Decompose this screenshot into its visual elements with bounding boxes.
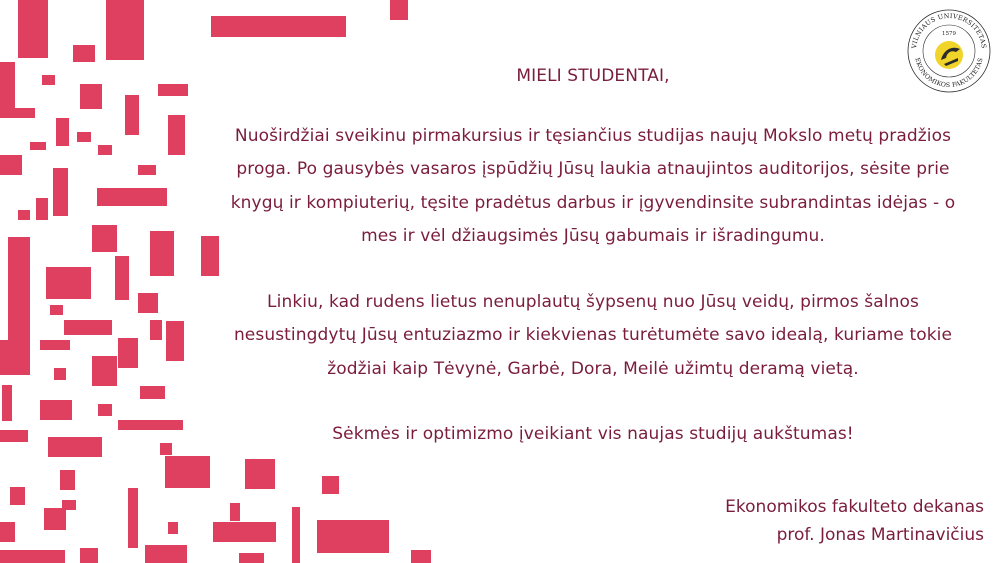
- deco-rect: [92, 225, 117, 252]
- deco-rect: [0, 62, 15, 110]
- deco-rect: [77, 132, 91, 142]
- signature-name: prof. Jonas Martinavičius: [776, 525, 984, 545]
- deco-rect: [44, 508, 66, 530]
- deco-rect: [150, 231, 174, 276]
- deco-rect: [165, 456, 210, 488]
- deco-rect: [239, 553, 264, 563]
- deco-rect: [201, 236, 219, 276]
- deco-rect: [97, 188, 167, 206]
- logo-ring-bottom: EKONOMIKOS FAKULTETAS: [913, 57, 985, 90]
- salutation: MIELI STUDENTAI,: [516, 66, 670, 86]
- deco-rect: [106, 0, 144, 60]
- deco-rect: [56, 118, 69, 146]
- deco-rect: [18, 0, 48, 58]
- deco-rect: [211, 16, 346, 37]
- deco-rect: [125, 95, 139, 135]
- deco-rect: [36, 198, 48, 220]
- signature-block: [725, 493, 984, 549]
- deco-rect: [30, 142, 46, 150]
- deco-rect: [60, 470, 75, 490]
- deco-rect: [118, 420, 183, 430]
- deco-rect: [160, 443, 172, 455]
- deco-rect: [0, 155, 22, 175]
- deco-rect: [2, 385, 12, 421]
- deco-rect: [150, 320, 162, 340]
- deco-rect: [42, 75, 55, 85]
- deco-rect: [158, 84, 188, 96]
- deco-rect: [0, 108, 35, 118]
- deco-rect: [8, 237, 30, 341]
- logo-ring-top: VILNIAUS UNIVERSITETAS: [910, 11, 988, 50]
- deco-rect: [53, 168, 68, 216]
- deco-rect: [118, 338, 138, 368]
- letter-body: [222, 60, 964, 484]
- deco-rect: [390, 0, 408, 20]
- deco-rect: [166, 321, 184, 361]
- deco-rect: [145, 545, 187, 563]
- deco-rect: [140, 386, 165, 399]
- letter-paragraph: Linkiu, kad rudens lietus nenuplautų šypsenų nuo Jūsų veidų, pirmos šalnos nesustingdytų Jūsų entuziazmo ir kiekvienas turėtumėte savo idealą, kuriame tokie žodžiai kaip Tėvynė, Garbė, Dora, Meilė užimtų deramą vietą.: [233, 291, 953, 379]
- deco-rect: [98, 404, 112, 416]
- deco-rect: [18, 210, 30, 220]
- deco-rect: [168, 115, 185, 155]
- deco-rect: [46, 267, 91, 299]
- letter-paragraph: Sėkmės ir optimizmo įveikiant vis naujas studijų aukštumas!: [332, 424, 854, 444]
- deco-rect: [138, 165, 156, 175]
- deco-rect: [80, 548, 98, 563]
- deco-rect: [48, 437, 102, 457]
- deco-rect: [40, 340, 70, 350]
- deco-rect: [213, 522, 276, 542]
- deco-rect: [0, 550, 65, 563]
- deco-rect: [168, 522, 178, 534]
- deco-rect: [92, 356, 117, 386]
- deco-rect: [50, 305, 63, 315]
- deco-rect: [138, 293, 158, 313]
- deco-rect: [54, 368, 66, 380]
- deco-rect: [10, 487, 25, 505]
- signature-title: Ekonomikos fakulteto dekanas: [725, 497, 984, 517]
- logo-year: 1579: [942, 31, 956, 37]
- deco-rect: [40, 400, 72, 420]
- deco-rect: [292, 507, 300, 563]
- deco-rect: [0, 522, 15, 542]
- deco-rect: [98, 145, 112, 155]
- deco-rect: [411, 550, 431, 563]
- letter-paragraph: Nuoširdžiai sveikinu pirmakursius ir tęsiančius studijas naujų Mokslo metų pradžios proga. Po gausybės vasaros įspūdžių Jūsų laukia atnaujintos auditorijos, sėsite prie knygų ir kompiuterių, tęsite pradėtus darbus ir įgyvendinsite subrandintas idėjas - o mes ir vėl džiaugsimės Jūsų gabumais ir išradingumu.: [230, 125, 956, 246]
- deco-rect: [115, 256, 129, 300]
- deco-rect: [0, 340, 30, 375]
- deco-rect: [317, 520, 389, 553]
- deco-rect: [64, 320, 112, 335]
- deco-rect: [0, 430, 28, 442]
- deco-rect: [230, 503, 240, 521]
- deco-rect: [128, 488, 138, 548]
- deco-rect: [80, 84, 102, 109]
- deco-rect: [73, 45, 95, 62]
